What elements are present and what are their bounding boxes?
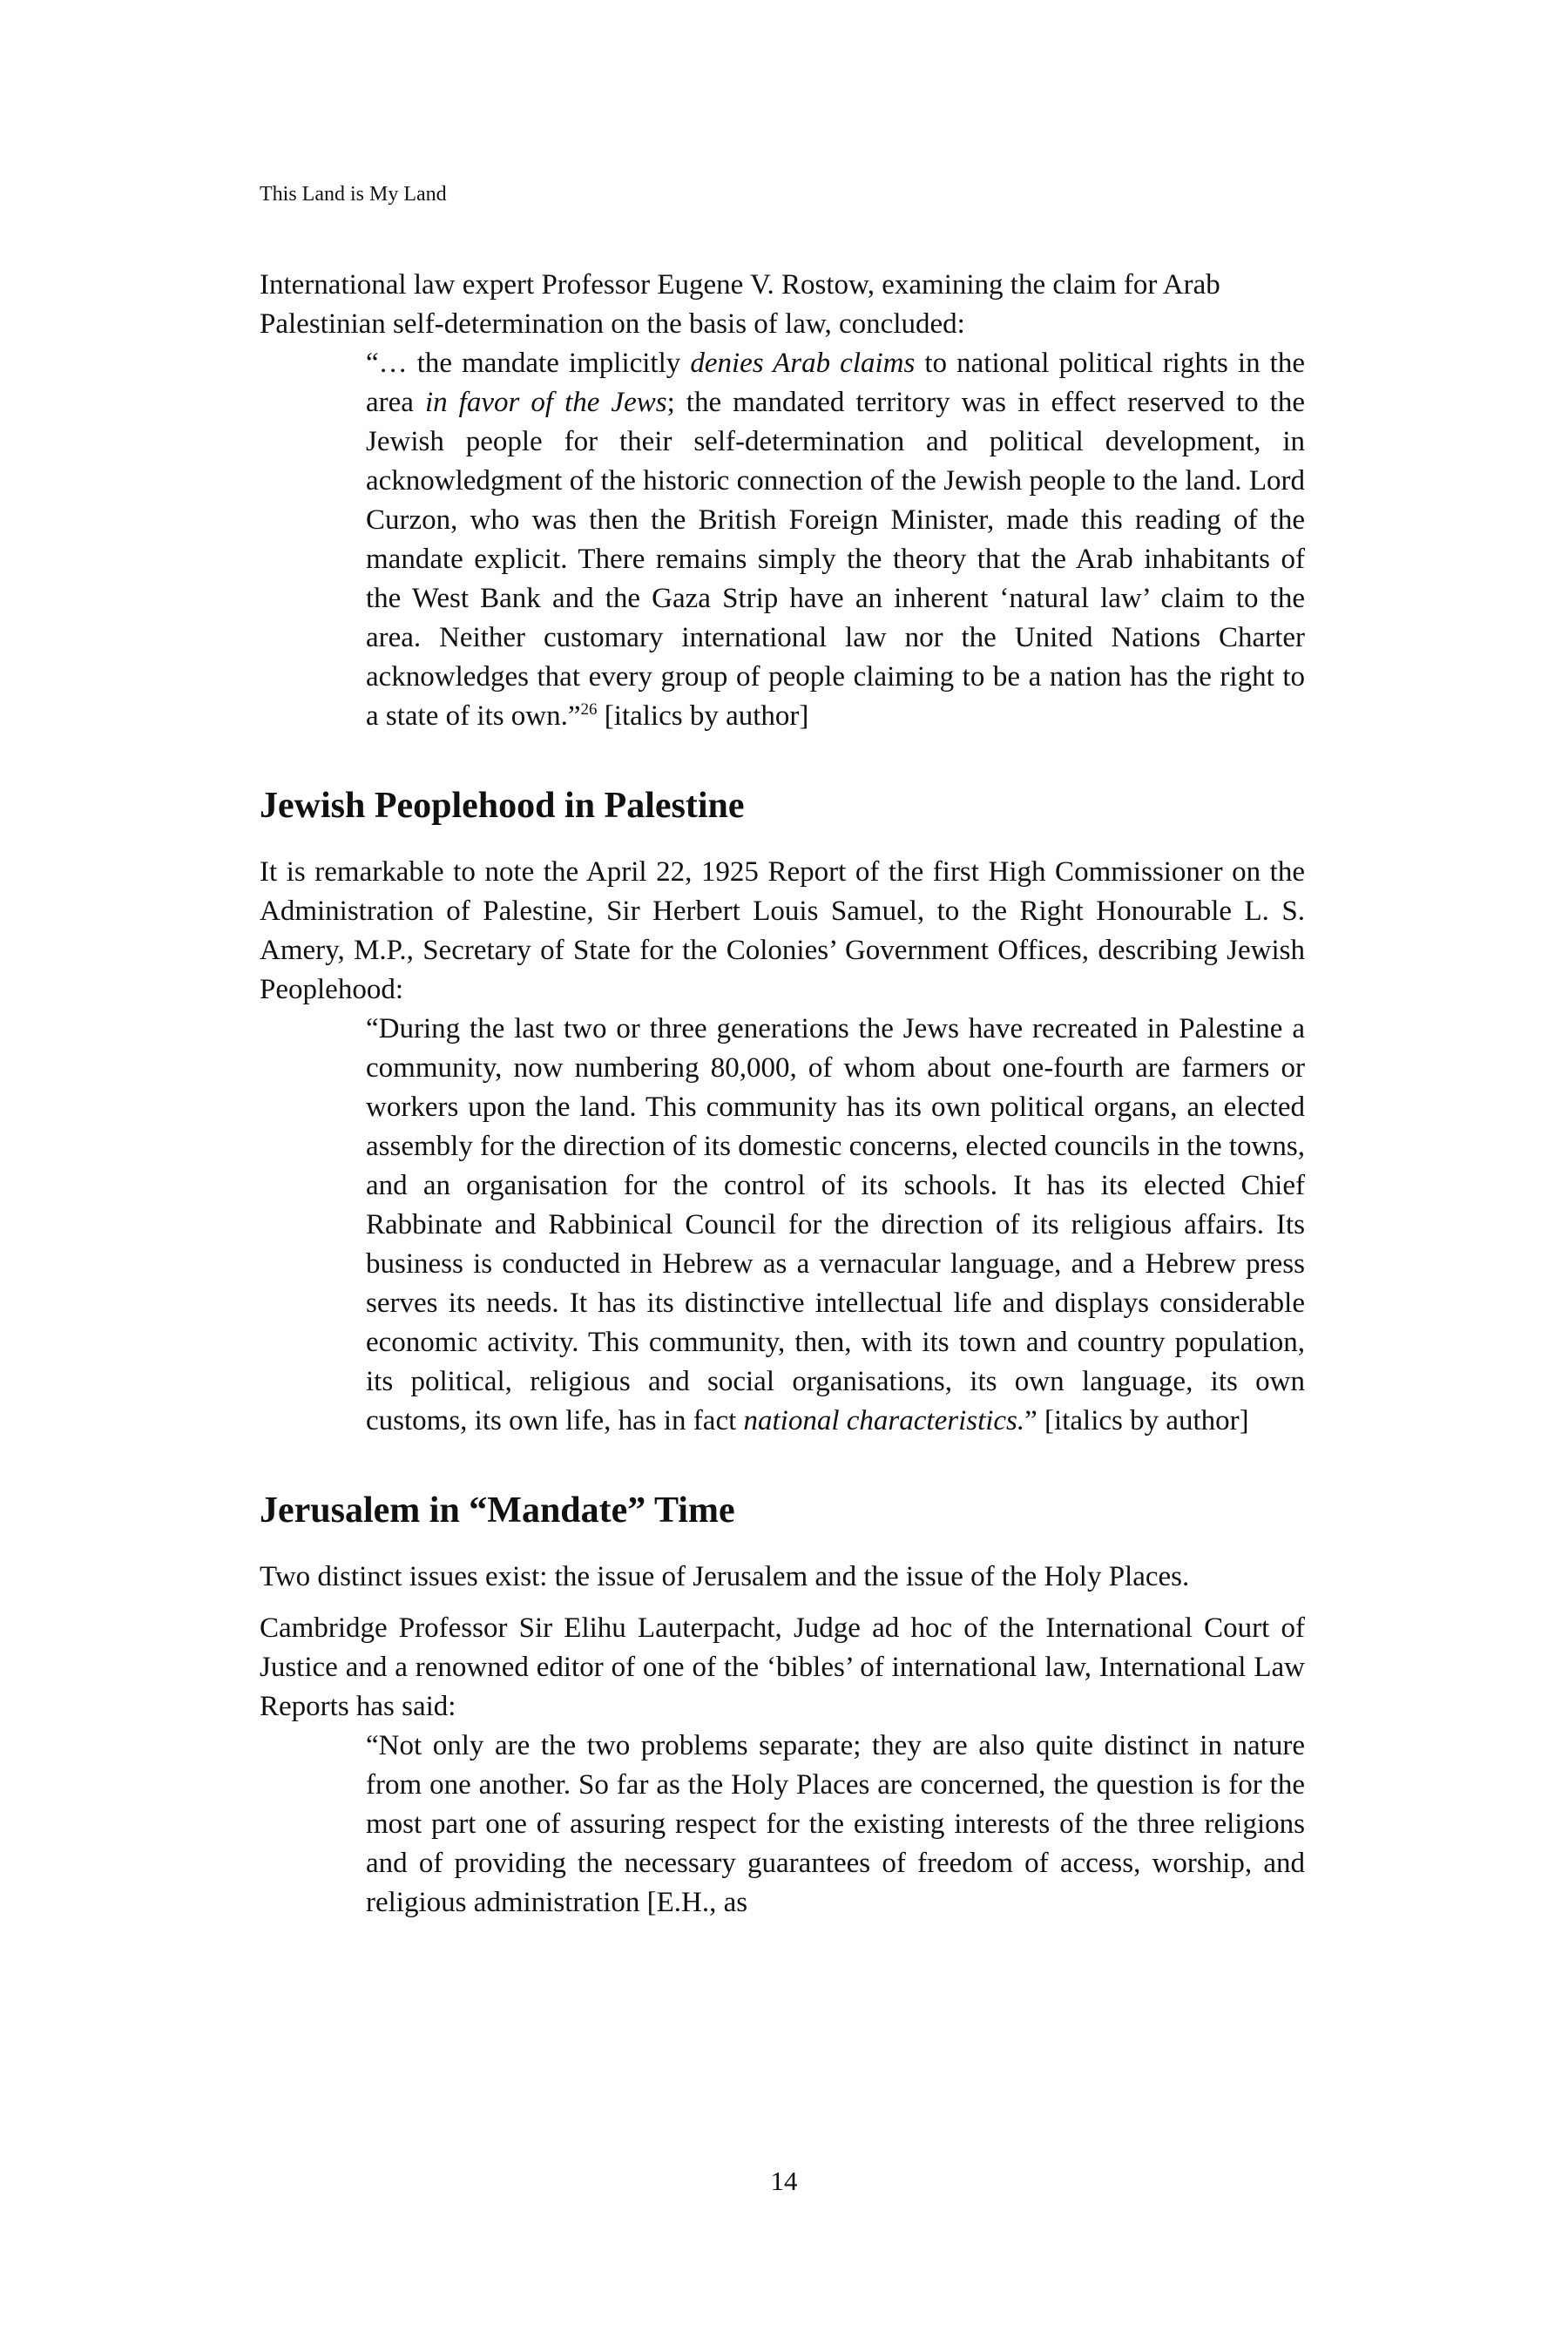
page-body (260, 266, 1305, 1923)
paragraph-rostow-intro: International law expert Professor Eugene V. Rostow, examining the claim for Arab Palestinian self-determination on the basis of law, concluded: (260, 269, 1220, 340)
quote-italic-text: denies Arab claims (690, 348, 916, 379)
paragraph-samuel-intro: It is remarkable to note the April 22, 1925 Report of the first High Commissioner on the Administration of Palestine, Sir Herbert Louis Samuel, to the Right Honourable L. S. Amery, M.P., Secretary of State for the Colonies’ Government Offices, describing Jewish Peoplehood: (260, 856, 1305, 1005)
quote-text: ” [italics by author] (1024, 1405, 1249, 1436)
quote-text: ; the mandated territory was in effect reserved to the Jewish people for their self-determination and political development, in acknowledgment of the historic connection of the Jewish people to the land. Lord Curzon, who was then the British Foreign Minister, made this reading of the mandate explicit. There remains simply the theory that the Arab inhabitants of the West Bank and the Gaza Strip have an inherent ‘natural law’ claim to the area. Neither customary international law nor the United Nations Charter acknowledges that every group of people claiming to be a nation has the right to a state of its own.” (366, 387, 1305, 732)
quote-italic-text: national characteristics. (743, 1405, 1025, 1436)
quote-text: [italics by author] (597, 700, 809, 732)
paragraph-lauterpacht-intro: Cambridge Professor Sir Elihu Lauterpacht, Judge ad hoc of the International Court of Justice and a renowned editor of one of the ‘bibles’ of international law, International Law Reports has said: (260, 1612, 1305, 1722)
quote-text: “During the last two or three generations the Jews have recreated in Palestine a community, now numbering 80,000, of whom about one-fourth are farmers or workers upon the land. This community has its own political organs, an elected assembly for the direction of its domestic concerns, elected councils in the towns, and an organisation for the control of its schools. It has its elected Chief Rabbinate and Rabbinical Council for the direction of its religious affairs. Its business is conducted in Hebrew as a vernacular language, and a Hebrew press serves its needs. It has its distinctive intellectual life and displays considerable economic activity. This community, then, with its town and country population, its political, religious and social organisations, its own language, its own customs, its own life, has in fact (366, 1013, 1305, 1436)
section-heading-jerusalem: Jerusalem in “Mandate” Time (260, 1490, 735, 1531)
blockquote-samuel (366, 1010, 1305, 1441)
paragraph-two-issues: Two distinct issues exist: the issue of Jerusalem and the issue of the Holy Places. (260, 1561, 1190, 1592)
quote-text: to national political rights in the area (366, 348, 1305, 418)
footnote-marker: 26 (580, 700, 598, 719)
blockquote-rostow (366, 344, 1305, 736)
quote-italic-text: in favor of the Jews (424, 387, 667, 418)
blockquote-lauterpacht: “Not only are the two problems separate; they are also quite distinct in nature from one another. So far as the Holy Places are concerned, the question is for the most part one of assuring respect for the existing interests of the three religions and of providing the necessary guarantees of freedom of access, worship, and religious administration [E.H., as (366, 1730, 1305, 1918)
running-head: This Land is My Land (260, 183, 447, 206)
quote-text: “… the mandate implicitly (366, 348, 691, 379)
page-number: 14 (770, 2166, 798, 2196)
section-heading-peoplehood: Jewish Peoplehood in Palestine (260, 786, 745, 826)
